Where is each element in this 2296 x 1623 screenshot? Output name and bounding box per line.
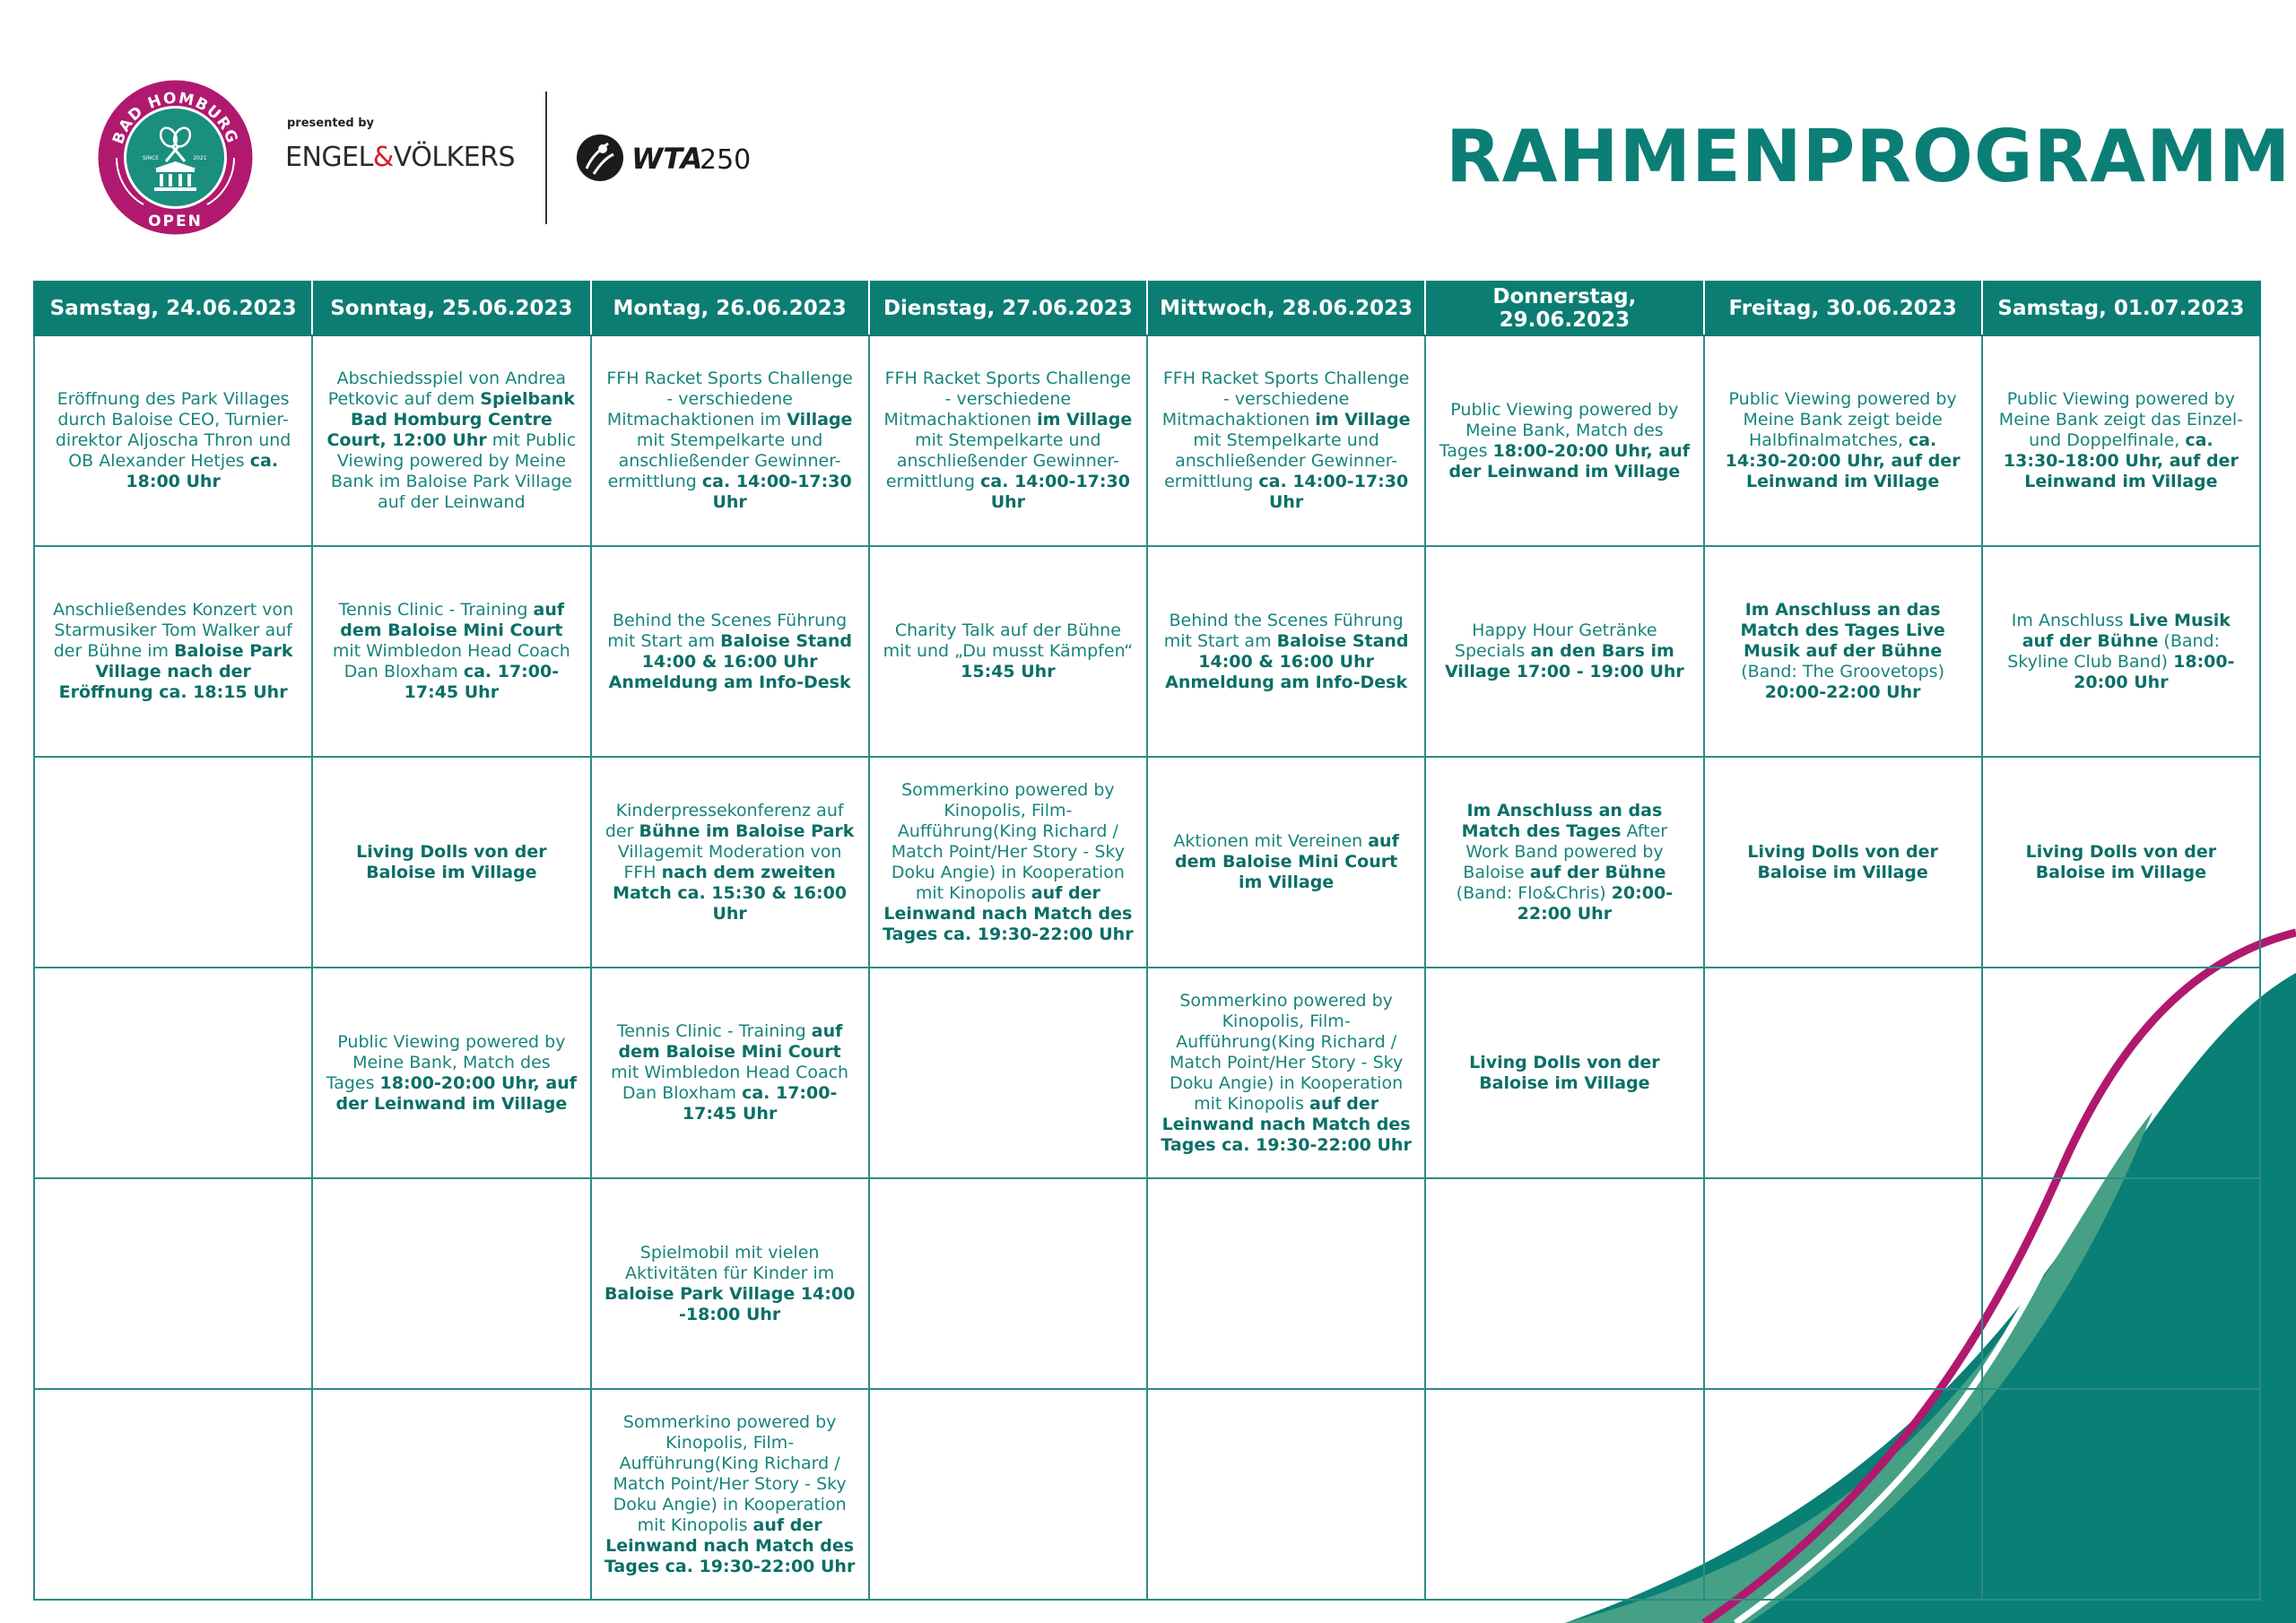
event-text: FFH Racket Sports Challenge - verschiedene Mitmachaktionen <box>1161 369 1410 430</box>
schedule-row <box>34 757 2260 968</box>
event-cell <box>312 335 590 546</box>
event-cell <box>312 757 590 968</box>
sponsor-part1: ENGEL <box>285 142 373 173</box>
event-text: Sommerkino powered by Kinopolis, Film-Aufführung(King Richard / Match Point/Her Story - Sky Doku Angie) in Kooperation mit Kinopolis <box>1170 990 1404 1114</box>
event-cell <box>34 546 312 757</box>
event-cell <box>591 335 869 546</box>
event-highlight: Bühne im Baloise Park <box>639 820 855 841</box>
event-text: Tennis Clinic - Training <box>616 1021 812 1041</box>
empty-cell <box>34 968 312 1178</box>
event-text: mit Wimbledon Head Coach Dan Bloxham <box>332 641 570 681</box>
day-header: Donnerstag, 29.06.2023 <box>1425 282 1703 335</box>
event-highlight: ca. 18:00 Uhr <box>126 451 279 491</box>
event-highlight: 20:00-22:00 Uhr <box>1764 682 1921 702</box>
empty-cell <box>1704 968 1982 1178</box>
empty-cell <box>1982 968 2260 1178</box>
event-text: mit Stempelkarte und anschließender Gewinner-ermittlung <box>885 430 1119 491</box>
empty-cell <box>1982 1178 2260 1389</box>
event-highlight: Baloise Park Village 14:00 -18:00 Uhr <box>604 1283 856 1324</box>
schedule-row <box>34 1178 2260 1389</box>
event-text: mit Stempelkarte und anschließender Gewinner-ermittlung <box>607 430 841 491</box>
event-cell <box>1425 757 1703 968</box>
event-text: Behind the Scenes Führung mit Start am <box>1163 610 1404 651</box>
empty-cell <box>312 1178 590 1389</box>
event-highlight: nach dem zweiten Match ca. 15:30 & 16:00 Uhr <box>613 862 848 924</box>
empty-cell <box>1147 1178 1425 1389</box>
event-text: Anschließendes Konzert von Starmusiker Tom Walker auf der Bühne im <box>53 600 294 661</box>
event-cell <box>1147 968 1425 1178</box>
event-cell <box>869 546 1147 757</box>
event-cell <box>591 968 869 1178</box>
event-cell <box>1982 335 2260 546</box>
empty-cell <box>1425 1178 1703 1389</box>
event-text: (Band: Flo&Chris) <box>1456 882 1612 903</box>
event-text: Public Viewing powered by Meine Bank, Match des Tages <box>1439 399 1679 461</box>
day-header: Sonntag, 25.06.2023 <box>312 282 590 335</box>
event-text: After Work Band powered by Baloise <box>1463 820 1668 882</box>
wta-250-logo <box>576 131 764 185</box>
event-highlight: Living Dolls von der Baloise im Village <box>1747 841 1938 882</box>
event-highlight: ca. 14:00-17:30 Uhr <box>980 472 1130 512</box>
event-highlight: Living Dolls von der Baloise im Village <box>2025 841 2217 882</box>
event-highlight: ca. 14:00-17:30 Uhr <box>701 472 852 512</box>
event-highlight: auf der Leinwand nach Match des Tages ca. 19:30-22:00 Uhr <box>604 1515 856 1576</box>
event-cell <box>34 335 312 546</box>
day-header: Montag, 26.06.2023 <box>591 282 869 335</box>
event-cell <box>1704 757 1982 968</box>
wta-number: 250 <box>700 144 752 176</box>
event-text: Public Viewing powered by Meine Bank zeigt beide Halbfinalmatches, <box>1728 389 1957 450</box>
event-cell <box>591 546 869 757</box>
sponsor-part2: VÖLKERS <box>393 142 516 173</box>
event-highlight: Living Dolls von der Baloise im Village <box>1469 1052 1660 1093</box>
wta-label: WTA <box>631 142 703 176</box>
event-highlight: im Village <box>1037 410 1133 430</box>
event-highlight: Baloise Park Village nach der Eröffnung ca. 18:15 Uhr <box>58 641 293 702</box>
event-highlight: 18:00-20:00 Uhr, auf der Leinwand im Village <box>335 1072 577 1114</box>
schedule-header-row <box>34 282 2260 335</box>
event-cell <box>591 1178 869 1389</box>
schedule-row <box>34 1389 2260 1600</box>
event-text: Kinderpressekonferenz auf der <box>604 800 844 841</box>
event-highlight: Live Musik auf der Bühne <box>2022 610 2231 651</box>
event-cell <box>1425 968 1703 1178</box>
empty-cell <box>1704 1178 1982 1389</box>
event-text: mit Public Viewing powered by Meine Bank im Baloise Park Village auf der Leinwand <box>330 430 577 512</box>
event-highlight: 18:00-20:00 Uhr <box>2074 651 2235 692</box>
empty-cell <box>1982 1389 2260 1600</box>
event-cell <box>312 546 590 757</box>
logo-year: 2021 <box>193 155 207 161</box>
schedule-row <box>34 968 2260 1178</box>
event-highlight: auf dem Baloise Mini Court <box>618 1021 843 1062</box>
logo-divider <box>545 91 547 224</box>
presented-by-label: presented by <box>287 117 374 130</box>
event-highlight: auf der Leinwand nach Match des Tages ca. 19:30-22:00 Uhr <box>883 882 1134 944</box>
event-highlight: 15:45 Uhr <box>961 662 1056 681</box>
event-text: Eröffnung des Park Villages durch Baloise CEO, Turnier-direktor Aljoscha Thron und OB Alexander Hetjes <box>55 389 291 471</box>
schedule-body <box>34 335 2260 1600</box>
event-cell <box>1425 546 1703 757</box>
event-text: (Band: The Groovetops) <box>1741 662 1944 681</box>
day-header: Samstag, 01.07.2023 <box>1982 282 2260 335</box>
logo-text-top: BAD HOMBURG <box>109 89 241 147</box>
event-text: FFH Racket Sports Challenge - verschiedene Mitmachaktionen im <box>606 369 853 430</box>
event-highlight: Im Anschluss an das Match des Tages Live Musik auf der Bühne <box>1740 600 1945 661</box>
event-text: Happy Hour Getränke Specials <box>1454 621 1657 661</box>
event-highlight: 20:00-22:00 Uhr <box>1517 882 1674 924</box>
event-highlight: ca. 14:00-17:30 Uhr <box>1258 472 1409 512</box>
event-text: Charity Talk auf der Bühne mit und „Du musst Kämpfen“ <box>883 621 1134 661</box>
event-cell <box>312 968 590 1178</box>
event-text: Abschiedsspiel von Andrea Petkovic auf dem <box>327 369 567 409</box>
schedule-row <box>34 546 2260 757</box>
logo-text-bottom: OPEN <box>148 213 203 230</box>
event-highlight: Living Dolls von der Baloise im Village <box>356 841 547 882</box>
empty-cell <box>34 1178 312 1389</box>
event-text: Tennis Clinic - Training <box>338 600 534 620</box>
event-text: Sommerkino powered by Kinopolis, Film-Aufführung(King Richard / Match Point/Her Story - Sky Doku Angie) in Kooperation mit Kinopolis <box>891 779 1125 903</box>
event-highlight: Baloise Stand 14:00 & 16:00 Uhr Anmeldung am Info-Desk <box>608 630 853 692</box>
page-title: RAHMENPROGRAMM <box>1446 115 2292 198</box>
event-text: FFH Racket Sports Challenge - verschiedene Mitmachaktionen <box>883 369 1132 430</box>
day-header: Samstag, 24.06.2023 <box>34 282 312 335</box>
event-text: Public Viewing powered by Meine Bank zeigt das Einzel- und Doppelfinale, <box>1998 389 2243 450</box>
event-highlight: ca. 17:00-17:45 Uhr <box>404 662 560 702</box>
event-cell <box>1704 546 1982 757</box>
event-highlight: Spielbank Bad Homburg Centre Court, 12:00 Uhr <box>326 389 576 450</box>
event-text: Im Anschluss <box>2011 610 2129 630</box>
event-highlight: im Village <box>1315 410 1411 430</box>
event-text: Public Viewing powered by Meine Bank, Match des Tages <box>326 1031 566 1093</box>
day-header: Mittwoch, 28.06.2023 <box>1147 282 1425 335</box>
event-text: (Band: Skyline Club Band) <box>2007 630 2221 672</box>
day-header: Freitag, 30.06.2023 <box>1704 282 1982 335</box>
logo-since: SINCE <box>142 155 160 161</box>
event-cell <box>1982 546 2260 757</box>
empty-cell <box>1704 1389 1982 1600</box>
empty-cell <box>1147 1389 1425 1600</box>
event-cell <box>1147 757 1425 968</box>
event-cell <box>1147 335 1425 546</box>
event-cell <box>1704 335 1982 546</box>
event-text: Villagemit Moderation von FFH <box>617 841 842 882</box>
day-header: Dienstag, 27.06.2023 <box>869 282 1147 335</box>
event-cell <box>1147 546 1425 757</box>
empty-cell <box>1425 1389 1703 1600</box>
event-text: Sommerkino powered by Kinopolis, Film-Aufführung(King Richard / Match Point/Her Story - Sky Doku Angie) in Kooperation mit Kinopolis <box>613 1411 847 1535</box>
event-text: mit Wimbledon Head Coach Dan Bloxham <box>611 1063 849 1103</box>
event-highlight: Village <box>787 410 853 430</box>
event-text: Aktionen mit Vereinen <box>1173 831 1369 851</box>
event-cell <box>591 1389 869 1600</box>
event-text: Behind the Scenes Führung mit Start am <box>607 610 848 651</box>
event-cell <box>1982 757 2260 968</box>
empty-cell <box>869 1178 1147 1389</box>
event-cell <box>591 757 869 968</box>
empty-cell <box>869 968 1147 1178</box>
event-highlight: auf der Leinwand nach Match des Tages ca. 19:30-22:00 Uhr <box>1161 1093 1412 1155</box>
event-highlight: 18:00-20:00 Uhr, auf der Leinwand im Village <box>1448 440 1690 482</box>
event-highlight: auf dem Baloise Mini Court <box>340 600 565 640</box>
bad-homburg-open-logo <box>97 79 254 236</box>
event-highlight: ca. 14:30-20:00 Uhr, auf der Leinwand im Village <box>1725 430 1961 491</box>
event-highlight: an den Bars im Village 17:00 - 19:00 Uhr <box>1444 641 1684 681</box>
event-text: Spielmobil mit vielen Aktivitäten für Kinder im <box>624 1242 835 1283</box>
event-highlight: Im Anschluss an das Match des Tages <box>1461 800 1663 841</box>
event-highlight: auf der Bühne <box>1529 862 1666 882</box>
empty-cell <box>312 1389 590 1600</box>
event-text: mit Stempelkarte und anschließender Gewinner-ermittlung <box>1164 430 1398 491</box>
event-highlight: Baloise Stand 14:00 & 16:00 Uhr Anmeldung am Info-Desk <box>1165 630 1409 692</box>
sponsor-amp: & <box>372 142 394 173</box>
empty-cell <box>34 1389 312 1600</box>
empty-cell <box>34 757 312 968</box>
schedule-row <box>34 335 2260 546</box>
event-cell <box>869 335 1147 546</box>
schedule-table <box>33 281 2261 1601</box>
event-cell <box>1425 335 1703 546</box>
event-highlight: ca. 13:30-18:00 Uhr, auf der Leinwand im Village <box>2003 430 2239 491</box>
engel-voelkers-logo <box>285 142 515 173</box>
event-highlight: auf dem Baloise Mini Court im Village <box>1175 831 1399 892</box>
event-highlight: ca. 17:00-17:45 Uhr <box>682 1083 838 1124</box>
empty-cell <box>869 1389 1147 1600</box>
event-cell <box>869 757 1147 968</box>
